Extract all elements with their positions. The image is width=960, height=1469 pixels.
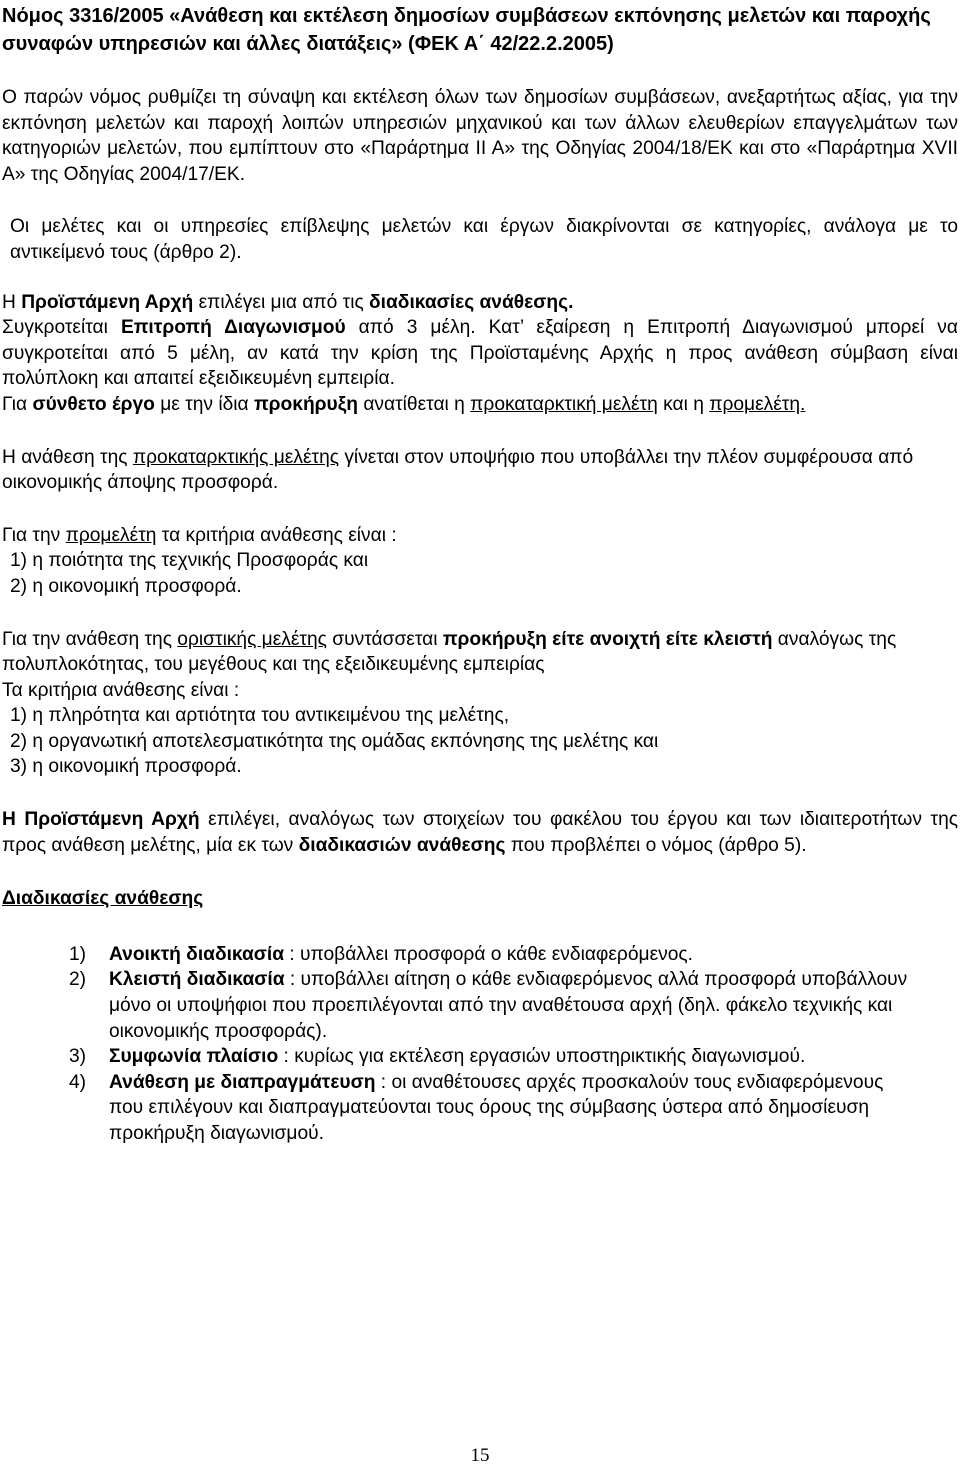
authority-committee-block <box>2 290 958 418</box>
premelet-criteria <box>2 523 958 600</box>
authority-line: Η Προϊστάμενη Αρχή επιλέγει μια από τις διαδικασίες ανάθεσης. <box>2 291 574 313</box>
complex-project-paragraph: Για σύνθετο έργο με την ίδια προκήρυξη ανατίθεται η προκαταρκτική μελέτη και η προμελέτη. <box>2 393 806 415</box>
list-number: 4) <box>69 1071 87 1093</box>
list-item <box>2 942 958 968</box>
procedure-name: Συμφωνία πλαίσιο <box>109 1046 279 1068</box>
page-number: 15 <box>470 1445 490 1466</box>
procedure-desc: : υποβάλλει προσφορά ο κάθε ενδιαφερόμενος. <box>284 943 693 965</box>
final-study-paragraph: Για την ανάθεση της οριστικής μελέτης συντάσσεται προκήρυξη είτε ανοιχτή είτε κλειστή αναλόγως της πολυπλοκότητας, του μεγέθους και της εξειδικευμένης εμπειρίας <box>2 628 897 676</box>
list-item <box>2 1070 958 1147</box>
criteria-item: 2) η οργανωτική αποτελεσματικότητα της ομάδας εκπόνησης της μελέτης και <box>10 730 659 752</box>
document-title: Νόμος 3316/2005 «Ανάθεση και εκτέλεση δημοσίων συμβάσεων εκπόνησης μελετών και παροχής συναφών υπηρεσιών και άλλες διατάξεις» (ΦΕΚ Α΄ 42/22.2.2005) <box>2 5 931 55</box>
list-number: 2) <box>69 969 87 991</box>
document-page <box>2 0 958 1147</box>
criteria-item: 1) η πληρότητα και αρτιότητα του αντικειμένου της μελέτης, <box>10 705 510 727</box>
premelet-intro: Για την προμελέτη τα κριτήρια ανάθεσης είναι : <box>2 524 397 546</box>
list-item <box>2 1044 958 1070</box>
criteria-item: 2) η οικονομική προσφορά. <box>10 575 242 597</box>
criteria-item: 1) η ποιότητα της τεχνικής Προσφοράς και <box>10 550 369 572</box>
list-number: 1) <box>69 943 87 965</box>
criteria-item: 3) η οικονομική προσφορά. <box>10 756 242 778</box>
procedure-name: Ανοικτή διαδικασία <box>109 943 285 965</box>
procedure-desc: : οι αναθέτουσες αρχές προσκαλούν τους ενδιαφερόμενους που επιλέγουν και διαπραγματεύονται τους όρους της σύμβασης ύστερα από δημοσίευση προκήρυξη διαγωνισμού. <box>109 1071 884 1144</box>
list-item <box>2 967 958 1044</box>
procedures-heading: Διαδικασίες ανάθεσης <box>2 888 204 910</box>
procedure-name: Κλειστή διαδικασία <box>109 969 285 991</box>
committee-paragraph: Συγκροτείται Επιτροπή Διαγωνισμού από 3 μέλη. Κατ’ εξαίρεση η Επιτροπή Διαγωνισμού μπορεί να συγκροτείται από 5 μέλη, αν κατά την κρίση της Προϊσταμένης Αρχής η προς ανάθεση σύμβαση είναι πολύπλοκη και απαιτεί εξειδικευμένη εμπειρία. <box>2 317 958 390</box>
final-criteria-label: Τα κριτήρια ανάθεσης είναι : <box>2 679 240 701</box>
procedure-desc: : κυρίως για εκτέλεση εργασιών υποστηρικτικής διαγωνισμού. <box>278 1046 806 1068</box>
list-number: 3) <box>69 1046 87 1068</box>
authority-choice-paragraph: Η Προϊστάμενη Αρχή επιλέγει, αναλόγως των στοιχείων του φακέλου του έργου και των ιδιαιτεροτήτων της προς ανάθεση μελέτης, μία εκ των διαδικασιών ανάθεσης που προβλέπει ο νόμος (άρθρο 5). <box>2 809 958 856</box>
procedure-desc: : υποβάλλει αίτηση ο κάθε ενδιαφερόμενος αλλά προσφορά υποβάλλουν μόνο οι υποψήφιοι που προεπιλέγονται από την αναθέτουσα αρχή (δηλ. φάκελο τεχνικής και οικονομικής προσφοράς). <box>109 969 908 1042</box>
procedures-list <box>2 942 958 1147</box>
intro-paragraph: Ο παρών νόμος ρυθμίζει τη σύναψη και εκτέλεση όλων των δημοσίων συμβάσεων, ανεξαρτήτως αξίας, για την εκπόνηση μελετών και παροχή λοιπών υπηρεσιών μηχανικού και των άλλων ελευθερίων επαγγελμάτων των κατηγοριών μελετών, που εμπίπτουν στο «Παράρτημα ΙΙ Α» της Οδηγίας 2004/18/ΕΚ και στο «Παράρτημα XVII Α» της Οδηγίας 2004/17/ΕΚ. <box>2 87 958 185</box>
procedure-name: Ανάθεση με διαπραγμάτευση <box>109 1071 376 1093</box>
categories-paragraph: Οι μελέτες και οι υπηρεσίες επίβλεψης μελετών και έργων διακρίνονται σε κατηγορίες, ανάλογα με το αντικείμενό τους (άρθρο 2). <box>10 216 958 263</box>
final-study-block <box>2 627 958 781</box>
prelim-study-paragraph: Η ανάθεση της προκαταρκτικής μελέτης γίνεται στον υποψήφιο που υποβάλλει την πλέον συμφέρουσα από οικονομικής άποψης προσφορά. <box>2 446 914 494</box>
